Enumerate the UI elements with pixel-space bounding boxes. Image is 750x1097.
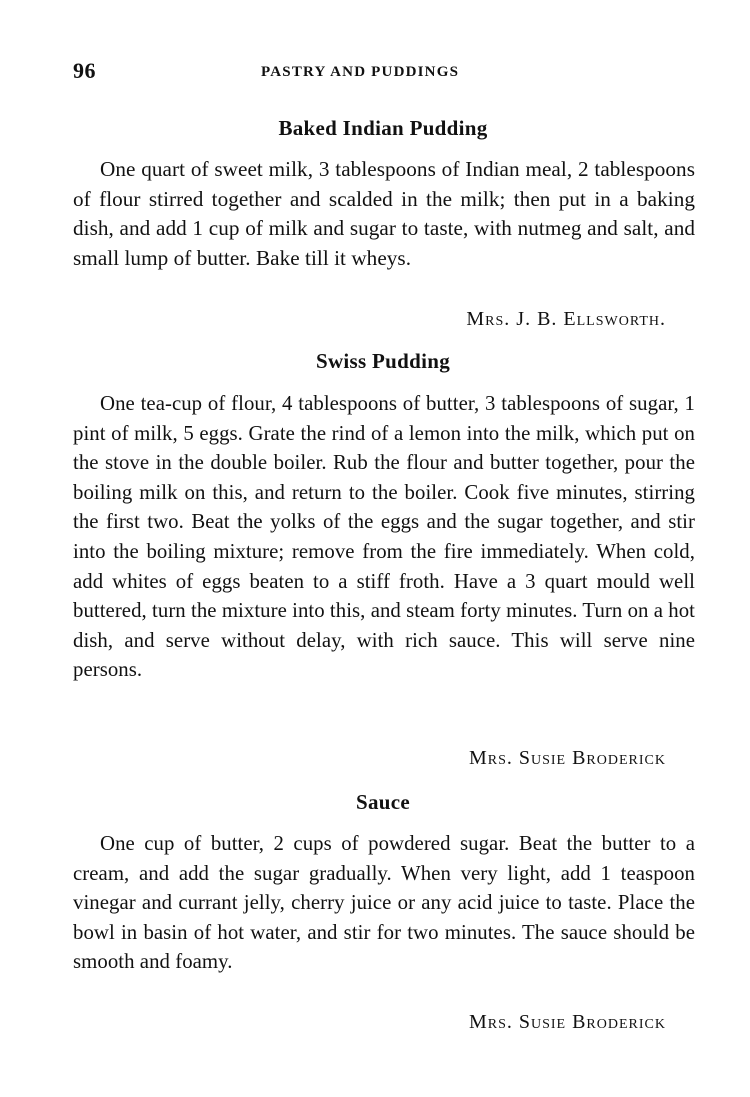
recipe-text-swiss-pudding: One tea-cup of flour, 4 tablespoons of butter, 3 tablespoons of sugar, 1 pint of milk, 5 eggs. Grate the rind of a lemon into the milk, which put on the stove in the double boiler. Rub the flour and butter together, pour the boiling milk on this, and return to the boiler. Cook five minutes, stirring the first two. Beat the yolks of the eggs and the sugar together, and stir into the boiling mixture; remove from the fire immediately. When cold, add whites of eggs beaten to a stiff froth. Have a 3 quart mould well buttered, turn the mixture into this, and steam forty minutes. Turn on a hot dish, and serve without delay, with rich sauce. This will serve nine persons. [73,392,695,682]
recipe-attribution-sauce: Mrs. Susie Broderick [468,1011,666,1033]
recipe-title-baked-indian-pudding: Baked Indian Pudding [278,116,488,140]
recipe-title-sauce: Sauce [356,790,410,814]
page-number: 96 [73,58,96,83]
running-head [73,58,693,88]
recipe-attribution-baked-indian-pudding: Mrs. J. B. Ellsworth. [466,308,666,330]
recipe-text-sauce: One cup of butter, 2 cups of powdered sugar. Beat the butter to a cream, and add the sugar gradually. When very light, add 1 teaspoon vinegar and currant jelly, cherry juice or any acid juice to taste. Place the bowl in basin of hot water, and stir for two minutes. The sauce should be smooth and foamy. [73,832,695,974]
recipe-title-swiss-pudding: Swiss Pudding [315,349,451,373]
recipe-text-baked-indian-pudding: One quart of sweet milk, 3 tablespoons of Indian meal, 2 tablespoons of flour stirred together and scalded in the milk; then put in a baking dish, and add 1 cup of milk and sugar to taste, with nutmeg and salt, and small lump of butter. Bake till it wheys. [73,157,695,270]
recipe-attribution-swiss-pudding: Mrs. Susie Broderick [468,747,666,769]
running-title: PASTRY AND PUDDINGS [261,64,460,80]
